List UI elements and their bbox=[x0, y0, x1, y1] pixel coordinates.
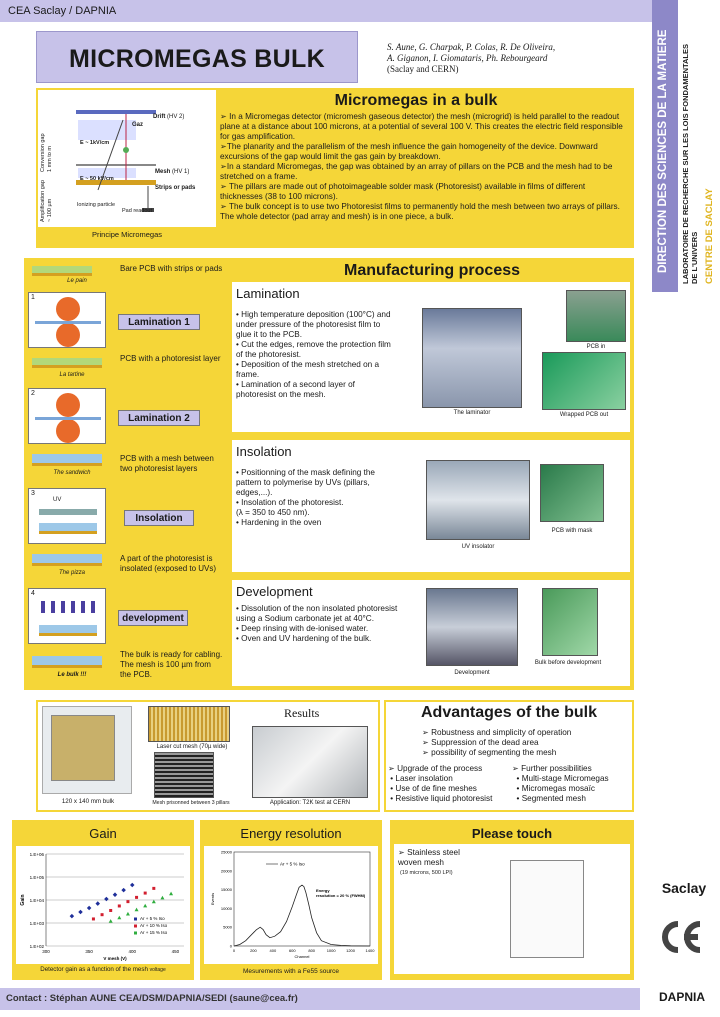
bulk-before-caption: Bulk before development bbox=[534, 660, 602, 666]
insolation-label: Insolation bbox=[124, 510, 194, 526]
direction-label: DIRECTION DES SCIENCES DE LA MATIERE bbox=[657, 29, 669, 273]
gain-point bbox=[121, 888, 126, 893]
energy-y-tick: 20000 bbox=[220, 868, 232, 874]
energy-y-tick: 5000 bbox=[223, 924, 232, 930]
gain-point bbox=[109, 909, 112, 912]
insolation-bullets bbox=[236, 468, 396, 528]
drift-label: Drift (HV 2) bbox=[153, 114, 185, 120]
sidebar bbox=[652, 0, 720, 1017]
energy-x-label: Channel bbox=[294, 954, 310, 959]
uv-lamp-icon bbox=[29, 489, 107, 545]
energy-legend-label: Ar + 5 % Iso bbox=[280, 861, 305, 867]
energy-x-tick: 200 bbox=[250, 948, 257, 953]
gain-y-tick: 1.E+06 bbox=[29, 852, 44, 857]
lamination-bullet-4: • Lamination of a second layer of photoresist on the mesh. bbox=[236, 380, 355, 399]
principle-panel bbox=[36, 88, 634, 248]
gain-legend-marker bbox=[134, 932, 137, 935]
centre-label: CENTRE DE SACLAY bbox=[704, 188, 715, 284]
gain-y-tick: 1.E+02 bbox=[29, 944, 44, 949]
bulk-photo-caption: 120 x 140 mm bulk bbox=[61, 798, 115, 805]
gas-label: Gaz bbox=[132, 122, 144, 128]
development-heading: Development bbox=[236, 584, 313, 599]
cea-logo-icon bbox=[656, 910, 712, 966]
upgrade-heading: ➢ Upgrade of the process bbox=[388, 764, 483, 773]
tartine-caption: La tartine bbox=[59, 372, 85, 378]
gain-point bbox=[126, 900, 129, 903]
gain-point bbox=[143, 904, 147, 908]
strips-label: Strips or pads bbox=[155, 185, 196, 191]
pcb-mesh-text: PCB with a mesh between two photoresist layers bbox=[120, 454, 214, 473]
sandwich-caption: The sandwich bbox=[53, 470, 91, 476]
gain-point bbox=[87, 906, 92, 911]
lamination-1-drawing bbox=[28, 292, 106, 348]
principle-bullet-3: ➢In a standard Micromegas, the gap was obtained by an array of pillars on the PCB and the mesh had to be stretched on a frame. bbox=[220, 162, 613, 181]
gain-point bbox=[160, 896, 164, 900]
pizza-drawing-icon bbox=[32, 554, 102, 566]
poster-title: MICROMEGAS BULK bbox=[69, 45, 325, 73]
lab-line-2: DE L'UNIVERS bbox=[690, 231, 699, 284]
development-drawing bbox=[28, 588, 106, 644]
bulk-caption: Le bulk !!! bbox=[57, 672, 87, 678]
upgrade-item-3: • Resistive liquid photoresist bbox=[388, 794, 493, 803]
results-inner bbox=[38, 702, 378, 810]
principle-caption: Principe Micromegas bbox=[91, 230, 163, 239]
lamination-section bbox=[232, 282, 630, 432]
t2k-photo bbox=[252, 726, 368, 798]
steps-panel bbox=[24, 258, 230, 690]
gain-point bbox=[95, 901, 100, 906]
lamination-heading: Lamination bbox=[236, 286, 300, 301]
principle-bullet-4: ➢ The pillars are made out of photoimageable solder mask (Photoresist) available in films of different thicknesses (38 to 100 microns). bbox=[220, 182, 586, 201]
authors-line-1: S. Aune, G. Charpak, P. Colas, R. De Oliveira, bbox=[387, 42, 556, 52]
gain-legend-label: Ar + 15 % Iso bbox=[140, 930, 168, 935]
step-number-4: 4 bbox=[31, 590, 35, 597]
gain-x-label: V mesh (V) bbox=[103, 956, 127, 961]
lamination-2-drawing bbox=[28, 388, 106, 444]
gain-point bbox=[118, 904, 121, 907]
insolated-text: A part of the photoresist is insolated (exposed to UVs) bbox=[120, 554, 217, 573]
lamination-bullet-2: • Cut the edges, remove the protection film of the photoresist. bbox=[236, 340, 391, 359]
step-number-3: 3 bbox=[31, 490, 35, 497]
laser-mesh-caption: Laser cut mesh (70µ wide) bbox=[156, 744, 228, 750]
lamination-1-label: Lamination 1 bbox=[118, 314, 200, 330]
sandwich-drawing-icon bbox=[32, 454, 102, 466]
pcb-caption: Le pain bbox=[67, 278, 87, 284]
results-title: Results bbox=[284, 706, 320, 720]
amplification-label: Amplification gap ~ 100 µm bbox=[40, 180, 53, 222]
gain-legend-label: Ar + 5 % Iso bbox=[140, 916, 165, 921]
energy-y-tick: 0 bbox=[229, 943, 232, 949]
t2k-caption: Application: T2K test at CERN bbox=[269, 800, 351, 806]
bulk-ready-line-2: The mesh is 100 µm from the PCB. bbox=[120, 660, 211, 679]
mesh-sample-area[interactable] bbox=[510, 860, 584, 958]
upgrade-item-2: • Use of de fine meshes bbox=[388, 784, 477, 793]
lamination-bullets bbox=[236, 310, 396, 400]
e-field-drift: E ~ 1kV/cm bbox=[80, 140, 110, 146]
contact-bar bbox=[0, 988, 640, 1010]
uv-insolator-photo bbox=[426, 460, 530, 540]
gain-point bbox=[152, 887, 155, 890]
insolation-section bbox=[232, 440, 630, 572]
principle-bullet-1: ➢ In a Micromegas detector (micromesh gaseous detector) the mesh (microgrid) is held parallel to the readout plane at a distance about 100 microns, at a potential of several 100 V. This creates the electric field responsible for gas amplification. bbox=[220, 112, 623, 141]
gain-point bbox=[78, 910, 83, 915]
development-photo bbox=[426, 588, 518, 666]
advantages-main-list bbox=[422, 728, 628, 758]
energy-y-label: Events bbox=[210, 892, 215, 906]
further-item-2: • Micromegas mosaïc bbox=[512, 784, 595, 793]
energy-annotation-1: Energy bbox=[316, 888, 330, 893]
gain-y-tick: 1.E+05 bbox=[29, 875, 44, 880]
uv-label: UV bbox=[53, 497, 62, 503]
development-bullets bbox=[236, 604, 414, 644]
energy-y-tick: 10000 bbox=[220, 905, 232, 911]
further-heading: ➢ Further possibilities bbox=[512, 764, 592, 773]
uv-insolator-caption: UV insolator bbox=[461, 544, 495, 550]
insolation-drawing bbox=[28, 488, 106, 544]
manufacturing-panel bbox=[230, 258, 634, 690]
step-number-1: 1 bbox=[31, 294, 35, 301]
gain-point bbox=[101, 913, 104, 916]
advantage-3: ➢ possibility of segmenting the mesh bbox=[422, 748, 557, 757]
further-item-1: • Multi-stage Micromegas bbox=[512, 774, 609, 783]
gain-x-tick: 300 bbox=[42, 949, 50, 954]
pcb-mask-caption: PCB with mask bbox=[551, 528, 593, 534]
step-number-2: 2 bbox=[31, 390, 35, 397]
energy-chart bbox=[204, 846, 378, 964]
energy-chart-box bbox=[204, 846, 378, 964]
gain-x-tick: 450 bbox=[171, 949, 180, 954]
tartine-drawing-icon bbox=[32, 358, 102, 368]
energy-caption: Mesurements with a Fe55 source bbox=[242, 968, 340, 975]
title-box bbox=[36, 31, 358, 83]
bulk-ready-text bbox=[120, 650, 224, 680]
gain-point bbox=[113, 892, 118, 897]
manufacturing-title: Manufacturing process bbox=[343, 262, 521, 279]
pcb-mask-photo bbox=[540, 464, 604, 522]
energy-x-tick: 1400 bbox=[365, 948, 375, 953]
micromegas-diagram-icon bbox=[38, 90, 216, 227]
development-bullet-2: • Deep rinsing with de-ionised water. bbox=[236, 624, 369, 633]
org-label: CEA Saclay / DAPNIA bbox=[8, 5, 117, 17]
gain-point bbox=[144, 892, 147, 895]
affiliation: (Saclay and CERN) bbox=[387, 64, 459, 74]
gain-title: Gain bbox=[89, 826, 117, 841]
laminator-caption: The laminator bbox=[453, 410, 491, 416]
insolation-bullet-1: • Positionning of the mask defining the pattern to polymerise by UVs (pillars, edges,...). bbox=[236, 468, 375, 497]
authors bbox=[387, 42, 637, 75]
touch-panel bbox=[390, 820, 634, 980]
development-bullet-1: • Dissolution of the non insolated photoresist using a Sodium carbonate jet at 40°C. bbox=[236, 604, 398, 623]
laser-mesh-photo bbox=[148, 706, 230, 742]
development-label: development bbox=[118, 610, 188, 626]
lamination-bullet-3: • Deposition of the mesh stretched on a frame. bbox=[236, 360, 380, 379]
laminator-photo bbox=[422, 308, 522, 408]
gain-point bbox=[104, 897, 109, 902]
advantages-inner bbox=[386, 702, 632, 810]
touch-title: Please touch bbox=[471, 826, 553, 841]
advantages-panel bbox=[384, 700, 634, 812]
gain-point bbox=[70, 914, 75, 919]
authors-line-2: A. Giganon, I. Giomataris, Ph. Rebourgeard bbox=[387, 53, 548, 63]
readout-label: Pad readout bbox=[122, 208, 152, 214]
principle-bullets bbox=[220, 112, 630, 222]
results-panel bbox=[36, 700, 380, 812]
advantage-2: ➢ Suppression of the dead area bbox=[422, 738, 539, 747]
particle-label: Ionizing particle bbox=[76, 202, 116, 208]
lab-label bbox=[681, 40, 699, 284]
bulk-before-photo bbox=[542, 588, 598, 656]
roller-icon bbox=[29, 293, 107, 349]
pcb-photoresist-text: PCB with a photoresist layer bbox=[120, 354, 221, 363]
gain-point bbox=[109, 919, 113, 923]
principle-diagram bbox=[38, 90, 216, 227]
mesh-pillars-caption: Mesh prisonned between 3 pillars bbox=[152, 800, 230, 806]
gain-point bbox=[130, 883, 135, 888]
gain-chart bbox=[16, 846, 190, 964]
gain-point bbox=[135, 908, 139, 912]
top-bar bbox=[0, 0, 652, 22]
gain-legend-marker bbox=[134, 925, 137, 928]
gain-point bbox=[169, 892, 173, 896]
touch-item: ➢ Stainless steel woven mesh bbox=[398, 848, 460, 867]
advantages-title: Advantages of the bulk bbox=[420, 704, 598, 721]
gain-caption: Detector gain as a function of the mesh voltage bbox=[40, 966, 166, 973]
pizza-caption: The pizza bbox=[58, 570, 85, 576]
development-section bbox=[232, 580, 630, 686]
bulk-drawing-icon bbox=[32, 656, 102, 668]
gain-x-tick: 350 bbox=[85, 949, 93, 954]
mesh-label: Mesh (HV 1) bbox=[155, 169, 190, 175]
principle-title: Micromegas in a bulk bbox=[334, 92, 498, 109]
gain-point bbox=[92, 917, 95, 920]
gain-point bbox=[135, 896, 138, 899]
conversion-label: Conversion gap 1 mm to m bbox=[40, 133, 53, 172]
gain-y-tick: 1.E+04 bbox=[29, 898, 44, 903]
bulk-ready-line-1: The bulk is ready for cabling. bbox=[120, 650, 223, 659]
insolation-lambda: (λ = 350 to 450 nm). bbox=[236, 508, 310, 517]
energy-y-tick: 15000 bbox=[220, 887, 232, 893]
mesh-pillars-photo bbox=[154, 752, 214, 798]
bare-pcb-text: Bare PCB with strips or pads bbox=[120, 264, 223, 273]
insolation-heading: Insolation bbox=[236, 444, 292, 459]
bulk-photo bbox=[42, 706, 132, 794]
lab-line-1: LABORATOIRE DE RECHERCHE SUR LES LOIS FONDAMENTALES bbox=[681, 43, 690, 284]
pcb-drawing-icon bbox=[32, 266, 92, 276]
energy-panel bbox=[200, 820, 382, 980]
dapnia-label: DAPNIA bbox=[658, 990, 705, 1004]
gain-panel bbox=[12, 820, 194, 980]
contact-text: Contact : Stéphan AUNE CEA/DSM/DAPNIA/SEDI (saune@cea.fr) bbox=[6, 993, 298, 1004]
upgrade-list bbox=[388, 764, 512, 804]
further-list bbox=[512, 764, 630, 804]
gain-point bbox=[126, 912, 130, 916]
energy-title: Energy resolution bbox=[240, 826, 342, 841]
wrapped-pcb-photo bbox=[542, 352, 626, 410]
principle-bullet-5: ➢ The bulk concept is to use two Photoresist films to permanently hold the mesh between two arrays of pillars. The whole detector (pad array and mesh) is in one piece, a bulk. bbox=[220, 202, 620, 221]
touch-inner bbox=[394, 844, 630, 974]
energy-y-tick: 25000 bbox=[220, 849, 232, 855]
principle-bullet-2: ➢The planarity and the parallelism of the mesh influence the gain homogeneity of the device. Downward excursions of the gap would limit the gas gain by breakdown. bbox=[220, 142, 598, 161]
energy-x-tick: 1000 bbox=[326, 948, 336, 953]
development-bullet-3: • Oven and UV hardening of the bulk. bbox=[236, 634, 372, 643]
lamination-bullet-1: • High temperature deposition (100°C) and under pressure of the photoresist film to glue it to the PCB. bbox=[236, 310, 391, 339]
pcb-in-photo bbox=[566, 290, 626, 342]
energy-x-tick: 1200 bbox=[346, 948, 356, 953]
gain-legend-label: Ar + 10 % Iso bbox=[140, 923, 168, 928]
insolation-bullet-3: • Hardening in the oven bbox=[236, 518, 322, 527]
gain-y-tick: 1.E+03 bbox=[29, 921, 44, 926]
energy-x-tick: 800 bbox=[308, 948, 316, 953]
energy-annotation-2: resolution = 20 % (FWHM) bbox=[316, 893, 366, 898]
gain-legend-marker bbox=[134, 918, 137, 921]
gain-point bbox=[117, 916, 121, 920]
pcb-in-caption: PCB in bbox=[586, 344, 606, 350]
gain-y-label: Gain bbox=[20, 894, 26, 906]
energy-x-tick: 600 bbox=[288, 948, 296, 953]
roller-icon bbox=[29, 389, 107, 445]
touch-sub: (19 microns, 500 LPI) bbox=[400, 870, 453, 876]
further-item-3: • Segmented mesh bbox=[512, 794, 586, 803]
upgrade-item-1: • Laser insolation bbox=[388, 774, 453, 783]
energy-x-tick: 0 bbox=[232, 948, 236, 953]
energy-x-tick: 400 bbox=[269, 948, 277, 953]
insolation-bullet-2: • Insolation of the photoresist. bbox=[236, 498, 344, 507]
advantage-1: ➢ Robustness and simplicity of operation bbox=[422, 728, 572, 737]
wrapped-pcb-caption: Wrapped PCB out bbox=[559, 412, 609, 418]
e-field-amp: E ~ 50 kV/cm bbox=[80, 176, 114, 182]
gain-x-tick: 400 bbox=[128, 949, 137, 954]
spray-icon bbox=[29, 589, 107, 645]
development-caption: Development bbox=[454, 670, 490, 676]
lamination-2-label: Lamination 2 bbox=[118, 410, 200, 426]
saclay-label: Saclay bbox=[661, 880, 707, 896]
gain-chart-box bbox=[16, 846, 190, 964]
